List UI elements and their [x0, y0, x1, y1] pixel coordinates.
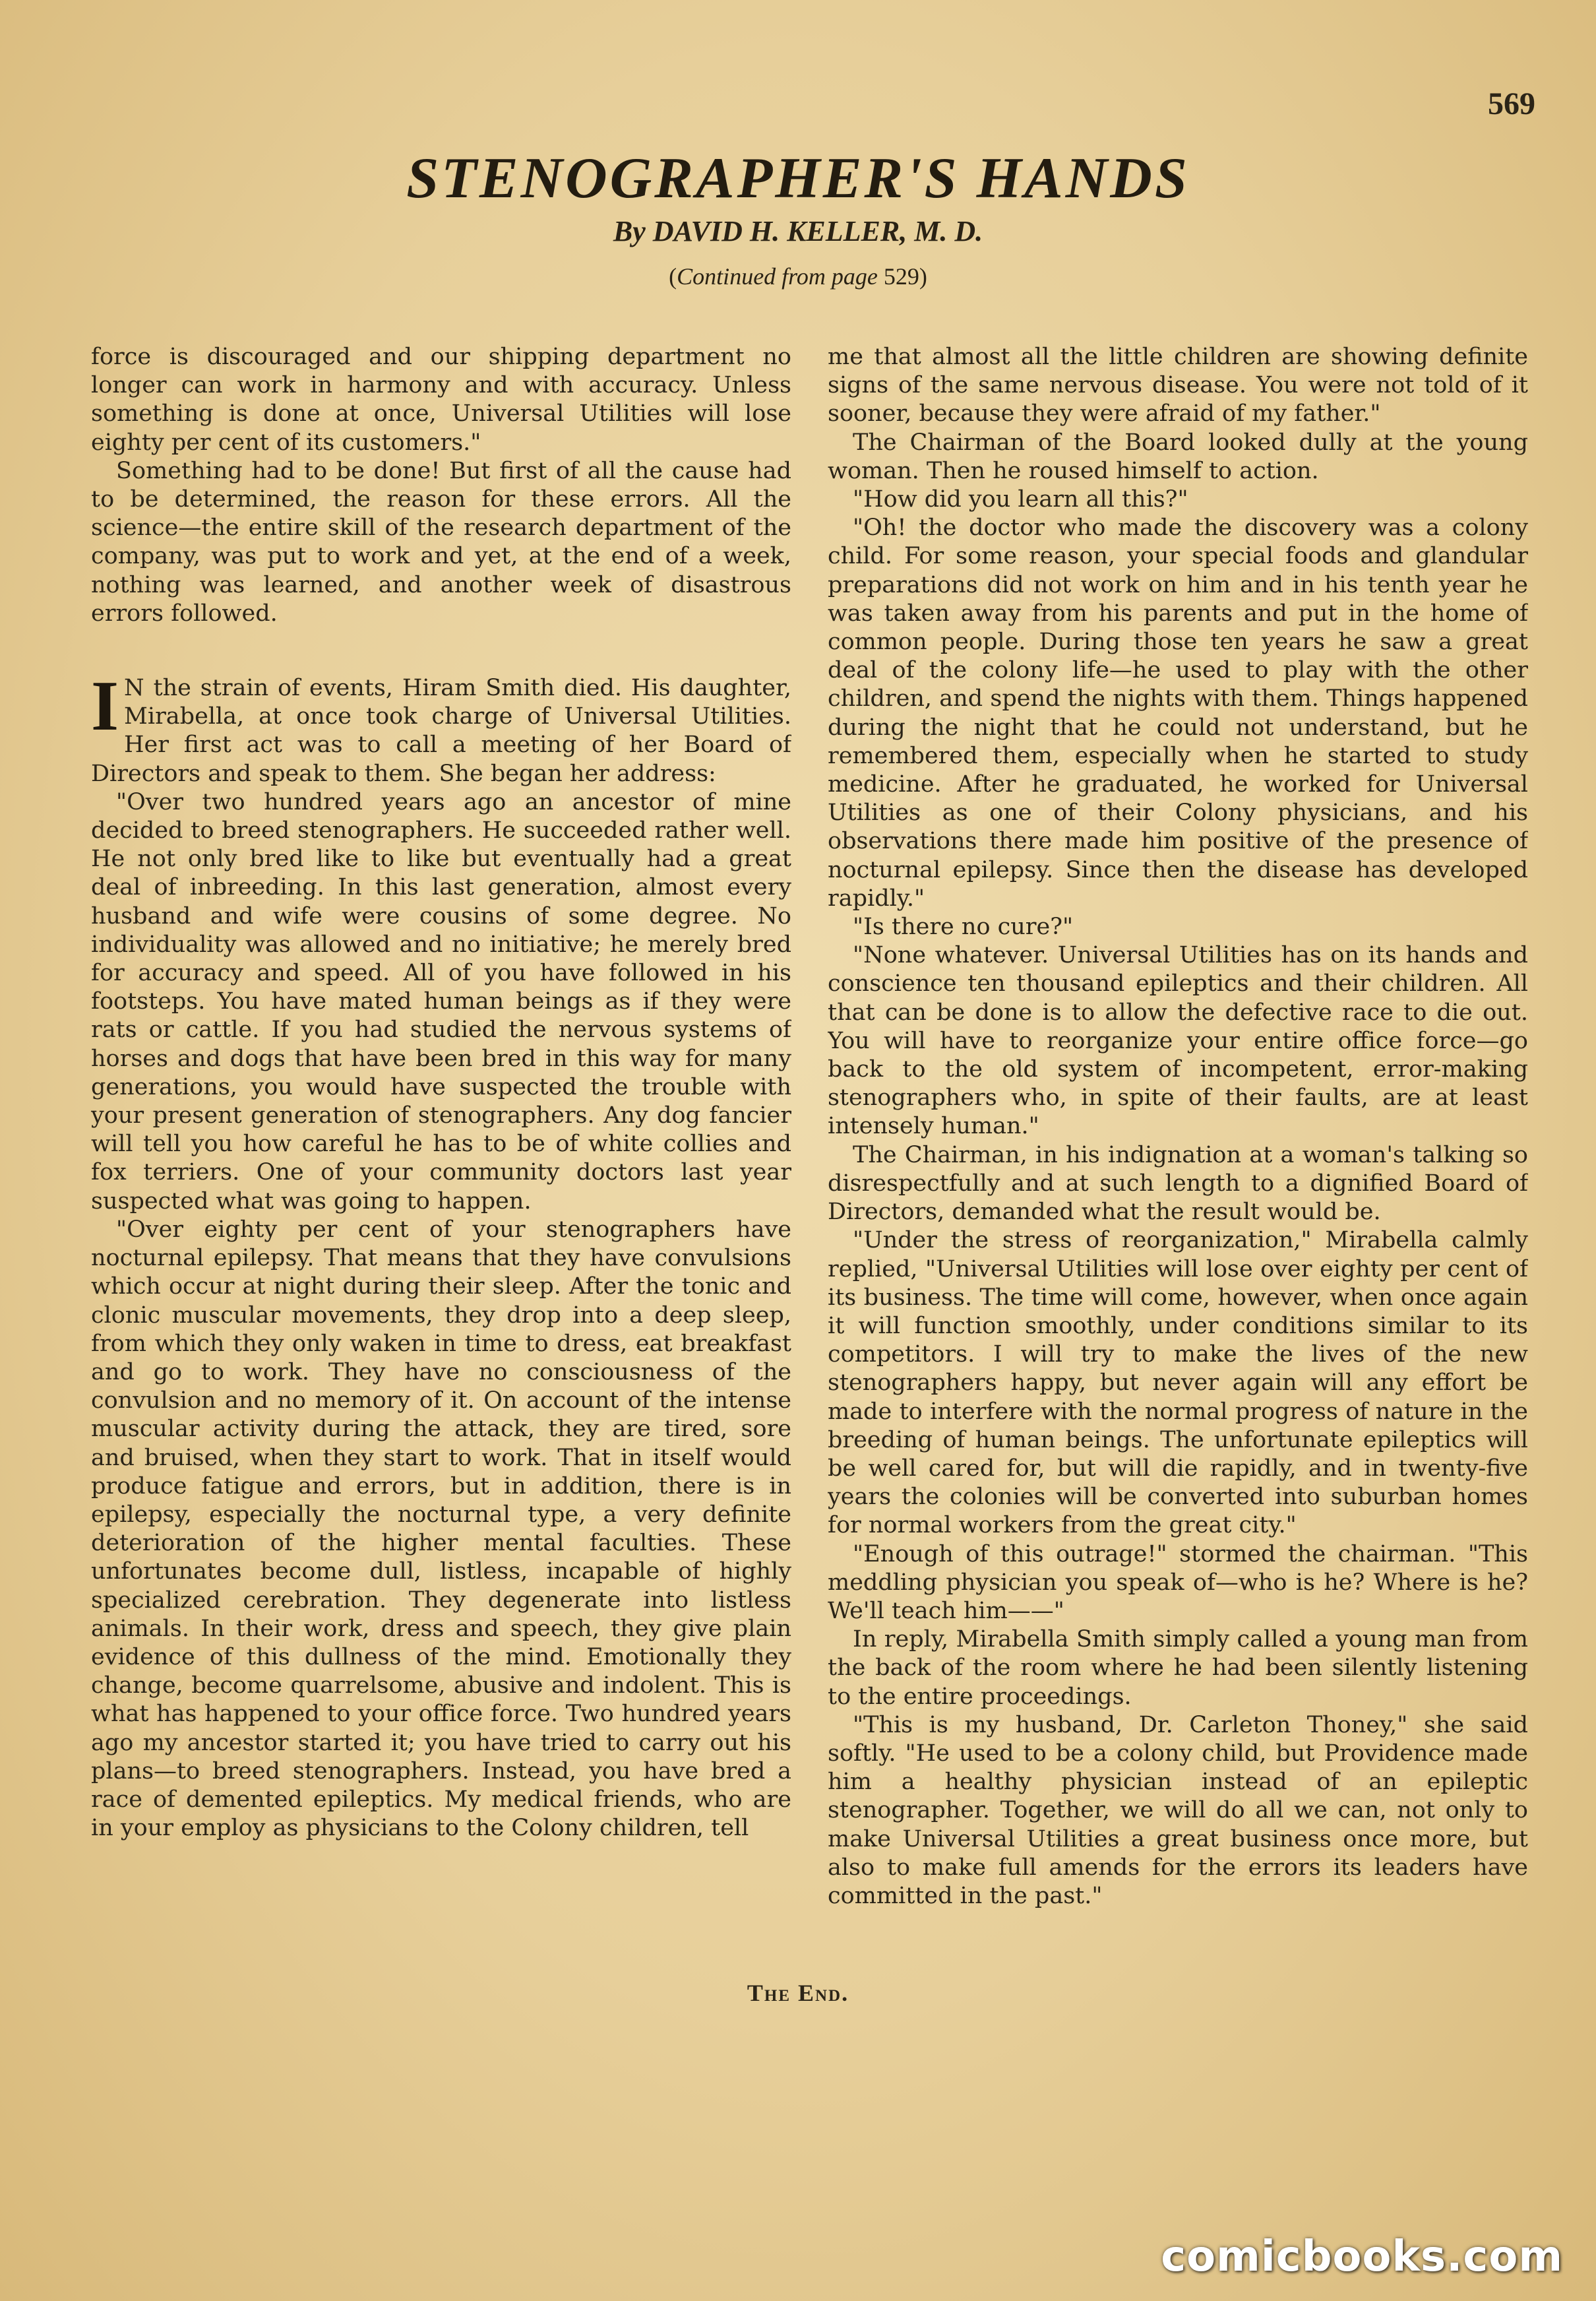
site-watermark: comicbooks.com	[1161, 2232, 1563, 2281]
right-paragraph-4: "Oh! the doctor who made the discovery was a colony child. For some reason, your special foods and glandular preparations did not work on him and in his tenth year he was taken away from his parents and put in the home of common people. During those ten years he saw a great deal of the colony life—he used to play with the other children, and spend the nights with them. Things happened during the night that he could not understand, but he remembered them, especially when he started to study medicine. After he graduated, he worked for Universal Utilities as one of their Colony physicians, and his observations there made him positive of the presence of nocturnal epilepsy. Since then the disease has developed rapidly."	[828, 515, 1528, 912]
byline: By DAVID H. KELLER, M. D.	[613, 215, 983, 247]
left-paragraph-2: Something had to be done! But first of all the cause had to be determined, the reason for these errors. All the science—the entire skill of the research department of the company, was put to work and yet, at the end of a week, nothing was learned, and another week of disastrous errors followed.	[91, 457, 791, 627]
continued-close-paren: )	[919, 263, 927, 290]
right-column	[828, 343, 1528, 1972]
right-paragraph-9: "Enough of this outrage!" stormed the chairman. "This meddling physician you speak of—who is he? Where is he? We'll teach him——"	[828, 1540, 1528, 1624]
left-paragraph-3	[91, 667, 791, 788]
right-paragraph-5: "Is there no cure?"	[853, 914, 1074, 941]
right-paragraph-8: "Under the stress of reorganization," Mirabella calmly replied, "Universal Utilities will lose over eighty per cent of its business. The time will come, however, when once again it will function smoothly, under conditions similar to its competitors. I will try to make the lives of the new stenographers happy, but never again will any effort be made to interfere with the normal progress of nature in the breeding of human beings. The unfortunate epileptics will be well cared for, but will die rapidly, and in twenty-five years the colonies will be converted into suburban homes for normal workers from the great city."	[828, 1227, 1528, 1539]
right-paragraph-10: In reply, Mirabella Smith simply called a young man from the back of the room where he had been silently listening to the entire proceedings.	[828, 1626, 1528, 1710]
left-paragraph-3-text: N the strain of events, Hiram Smith died. His daughter, Mirabella, at once took charge of Universal Utilities. Her first act was to call a meeting of her Board of Directors and speak to them. She began her address:	[91, 675, 791, 787]
left-paragraph-4: "Over two hundred years ago an ancestor of mine decided to breed stenographers. He succeeded rather well. He not only bred like to like but eventually had a great deal of inbreeding. In this last generation, almost every husband and wife were cousins of some degree. No individuality was allowed and no initiative; he merely bred for accuracy and speed. All of you have followed in his footsteps. You have mated human beings as if they were rats or cattle. If you had studied the nervous systems of horses and dogs that have been bred in this way for many generations, you would have suspected the trouble with your present generation of stenographers. Any dog fancier will tell you how careful he has to be of white collies and fox terriers. One of your community doctors last year suspected what was going to happen.	[91, 788, 791, 1214]
right-paragraph-6: "None whatever. Universal Utilities has on its hands and conscience ten thousand epileptics and their children. All that can be done is to allow the defective race to die out. You will have to reorganize your entire office force—go back to the old system of incompetent, error-making stenographers who, in spite of their faults, are at least intensely human."	[828, 942, 1528, 1140]
continued-page: 529	[883, 263, 919, 290]
the-end-marker: The End.	[747, 1980, 849, 2006]
left-paragraph-1: force is discouraged and our shipping department no longer can work in harmony and with accuracy. Unless something is done at once, Universal Utilities will lose eighty per cent of its customers."	[91, 344, 791, 456]
article-title: STENOGRAPHER'S HANDS	[406, 146, 1190, 210]
right-paragraph-2: The Chairman of the Board looked dully at the young woman. Then he roused himself to action.	[828, 429, 1528, 484]
drop-cap: I	[91, 667, 119, 746]
right-paragraph-11: "This is my husband, Dr. Carleton Thoney," she said softly. "He used to be a colony child, but Providence made him a healthy physician instead of an epileptic stenographer. Together, we will do all we can, not only to make Universal Utilities a great business once more, but also to make full amends for the errors its leaders have committed in the past."	[828, 1711, 1528, 1909]
page-number: 569	[1488, 86, 1535, 121]
continued-open-paren: (	[669, 263, 677, 290]
right-paragraph-3: "How did you learn all this?"	[853, 486, 1188, 513]
continued-label: Continued from page	[677, 263, 878, 290]
left-column	[91, 343, 791, 1972]
left-paragraph-5: "Over eighty per cent of your stenographers have nocturnal epilepsy. That means that they have convulsions which occur at night during their sleep. After the tonic and clonic muscular movements, they drop into a deep sleep, from which they only waken in time to dress, eat breakfast and go to work. They have no consciousness of the convulsion and no memory of it. On account of the intense muscular activity during the attack, they are tired, sore and bruised, when they start to work. That in itself would produce fatigue and errors, but in addition, there is in epilepsy, especially the nocturnal type, a very definite deterioration of the higher mental faculties. These unfortunates become dull, listless, incapable of highly specialized cerebration. They degenerate into listless animals. In their work, dress and speech, they give plain evidence of this dullness of the mind. Emotionally they change, become quarrelsome, abusive and indolent. This is what has happened to your office force. Two hundred years ago my ancestor started it; you have tried to carry out his plans—to breed stenographers. Instead, you have bred a race of demented epileptics. My medical friends, who are in your employ as physicians to the Colony children, tell	[91, 1216, 791, 1842]
right-paragraph-7: The Chairman, in his indignation at a woman's talking so disrespectfully and at such length to a dignified Board of Directors, demanded what the result would be.	[828, 1141, 1528, 1226]
continued-note	[0, 263, 1596, 290]
right-paragraph-1: me that almost all the little children are showing definite signs of the same nervous disease. You were not told of it sooner, because they were afraid of my father."	[828, 344, 1528, 427]
